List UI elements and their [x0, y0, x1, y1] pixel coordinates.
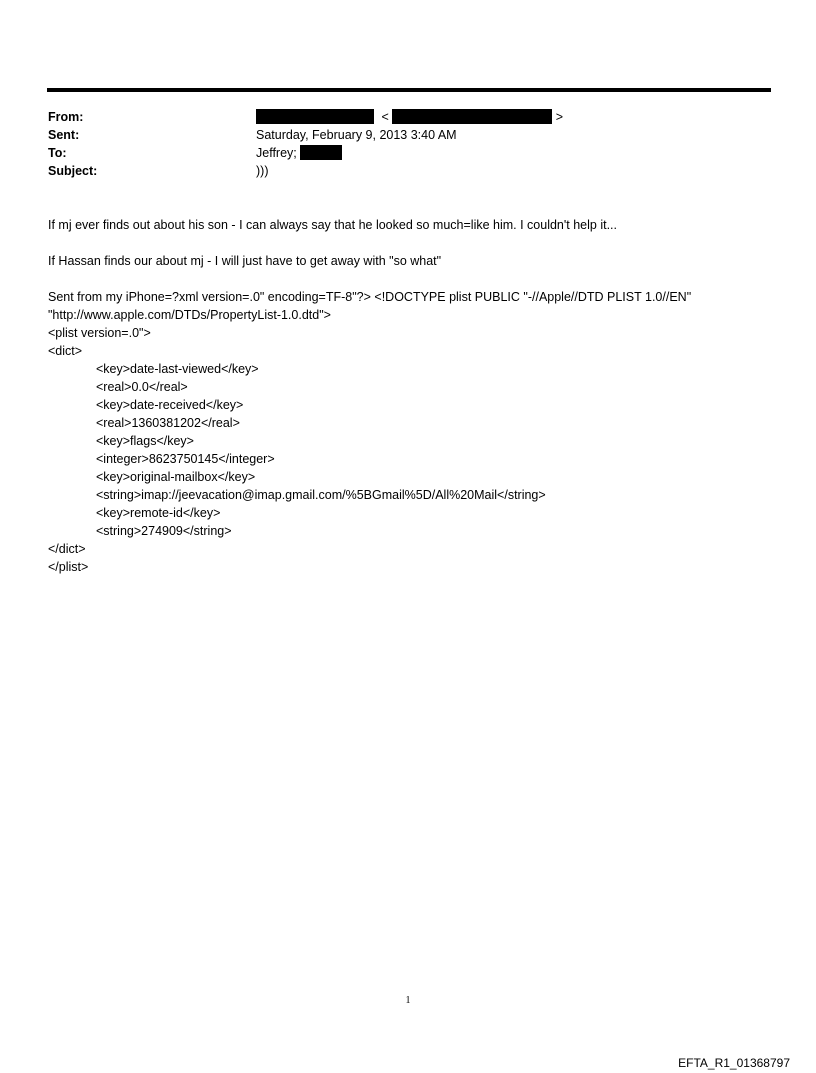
subject-value: ))): [256, 164, 269, 178]
sent-from-line-2: "http://www.apple.com/DTDs/PropertyList-1.0.dtd">: [48, 308, 331, 322]
page-number: 1: [405, 995, 411, 1006]
dict-line: <key>date-received</key>: [96, 398, 244, 412]
subject-label: Subject:: [48, 164, 98, 178]
dict-line: <real>1360381202</real>: [96, 416, 240, 430]
redacted-recipient: [300, 145, 342, 160]
dict-line: <integer>8623750145</integer>: [96, 452, 275, 466]
dict-line: <string>imap://jeevacation@imap.gmail.com/%5BGmail%5D/All%20Mail</string>: [96, 488, 546, 502]
dict-line: <key>flags</key>: [96, 434, 194, 448]
plist-open: <plist version=.0">: [48, 326, 151, 340]
to-label: To:: [48, 146, 67, 160]
to-recipient: Jeffrey;: [256, 146, 297, 160]
redacted-sender-email: [392, 109, 552, 124]
from-open-bracket: <: [381, 110, 389, 124]
body-paragraph-2: If Hassan finds our about mj - I will just have to get away with "so what": [48, 254, 442, 268]
sent-from-line-1: Sent from my iPhone=?xml version=.0" encoding=TF-8"?> <!DOCTYPE plist PUBLIC "-//Apple//DTD PLIST 1.0//EN": [48, 290, 692, 304]
dict-line: <key>date-last-viewed</key>: [96, 362, 259, 376]
redacted-sender-name: [256, 109, 374, 124]
from-label: From:: [48, 110, 84, 124]
dict-line: <key>original-mailbox</key>: [96, 470, 256, 484]
to-value: [256, 144, 342, 162]
body-paragraph-1: If mj ever finds out about his son - I can always say that he looked so much=like him. I couldn't help it...: [48, 218, 617, 232]
dict-open: <dict>: [48, 344, 83, 358]
document-id: EFTA_R1_01368797: [678, 1056, 790, 1070]
dict-line: <key>remote-id</key>: [96, 506, 221, 520]
dict-line: <string>274909</string>: [96, 524, 232, 538]
from-close-bracket: >: [555, 110, 564, 124]
header-divider: [47, 88, 771, 92]
sent-label: Sent:: [48, 128, 80, 142]
dict-line: <real>0.0</real>: [96, 380, 188, 394]
plist-close: </plist>: [48, 560, 89, 574]
dict-close: </dict>: [48, 542, 86, 556]
from-value: [256, 108, 563, 126]
sent-value: Saturday, February 9, 2013 3:40 AM: [256, 128, 457, 142]
